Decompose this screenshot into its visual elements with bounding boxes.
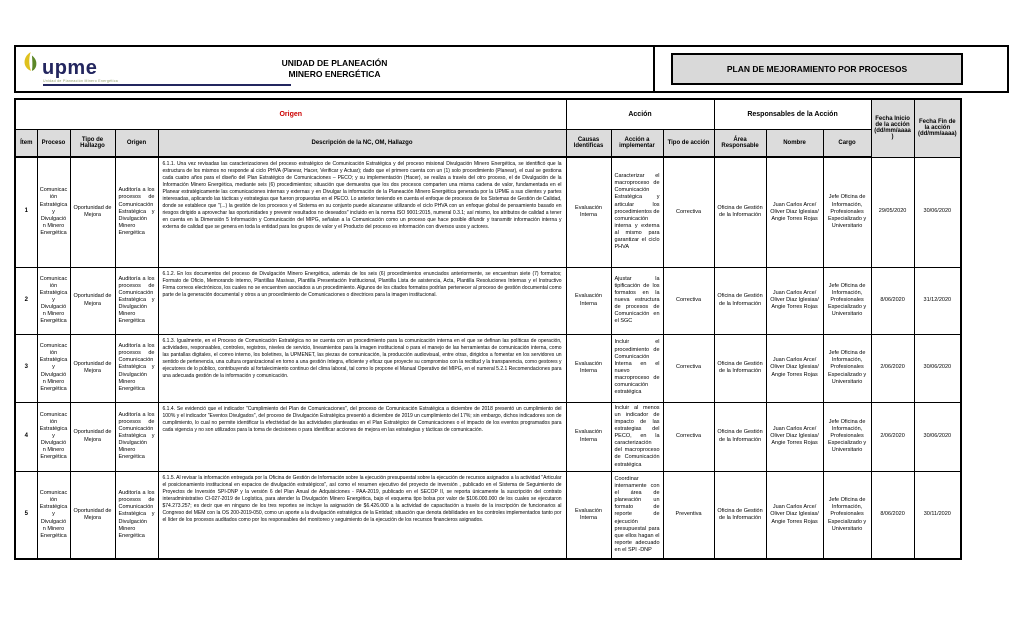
cell-causas: Evaluación Interna	[566, 471, 611, 559]
col-header-causas: Causas Identificas	[566, 129, 611, 157]
cell-fecha-inicio: 29/05/2020	[871, 157, 914, 267]
cell-nombre: Juan Carlos Arce/ Oliver Diaz Iglesias/ Angie Torres Rojas	[766, 402, 823, 471]
header-left-cell	[16, 47, 655, 91]
col-header-descripcion: Descripción de la NC, OM, Hallazgo	[158, 129, 566, 157]
col-header-nombre: Nombre	[766, 129, 823, 157]
cell-accion: Caracterizar el macroproceso de Comunicación Estratégica y articular los procedimientos de comunicación interna y externa al mismo para garantizar el ciclo PHVA	[611, 157, 663, 267]
cell-accion: Ajustar la tipificación de los formatos en la nueva estructura de procesos de Comunicación en el SGC	[611, 267, 663, 334]
cell-fecha-fin: 30/06/2020	[914, 334, 961, 402]
cell-item: 2	[15, 267, 37, 334]
cell-area: Oficina de Gestión de la Información	[714, 334, 766, 402]
table-row	[15, 402, 961, 471]
cell-accion: Coordinar internamente con el área de planeación un formato de reporte de ejecución presupuestal para que ellos hagan el reporte adecuado en el SPI -DNP	[611, 471, 663, 559]
cell-cargo: Jefe Oficina de Información, Profesionales Especializado y Universitario	[823, 402, 871, 471]
col-header-accion: Acción a implementar	[611, 129, 663, 157]
cell-item: 3	[15, 334, 37, 402]
cell-tipo-hallazgo: Oportunidad de Mejora	[70, 402, 115, 471]
col-header-tipo-hallazgo: Tipo de Hallazgo	[70, 129, 115, 157]
cell-tipo-hallazgo: Oportunidad de Mejora	[70, 157, 115, 267]
cell-descripcion: 6.1.5. Al revisar la información entregada por la Oficina de Gestión de Información sobre la ejecución presupuestal sobre la ejecución de recursos asignados a la actividad "Articular el posicionamiento institucional en espacios de divulgación estratégicos", así como el resumen ejecutivo del proyecto de inversión , publicado en el Sistema de Seguimiento de Proyectos de Inversión SPI-DNP y la versión 6 del Plan Anual de Adquisiciones - PAA-2019, publicado en el SECOP II, se reporta únicamente la suscripción del contrato interadministrativo CI-027-2019 de Logística, para atender la Divulgación Minero Energética, bajo el esquema tipo bolsa por valor de $106.000.000 de los cuales se ejecutaron $74.273.257; es decir que en ninguno de los tres reportes se incluye la asignación de $6.426.000 a la actividad de capacitación a través de la inscripción de funcionarios al Congreso del MEM con la OS 200-2019-050, como un aporte a la divulgación estratégica de la Entidad; situación que denota debilidades en los controles implementados tanto por el líder de los procesos auditados como por los responsables del monitoreo y seguimiento de la ejecución de los recursos financieros asignados.	[158, 471, 566, 559]
header-right-cell	[655, 47, 1007, 91]
cell-tipo-accion: Preventiva	[663, 471, 714, 559]
cell-tipo-accion: Correctiva	[663, 334, 714, 402]
col-header-tipo-accion: Tipo de acción	[663, 129, 714, 157]
org-title	[282, 58, 388, 81]
cell-cargo: Jefe Oficina de Información, Profesionales Especializado y Universitario	[823, 334, 871, 402]
table-row	[15, 334, 961, 402]
cell-origen: Auditoría a los procesos de Comunicación Estratégica y Divulgación Minero Energética	[115, 267, 158, 334]
org-title-line2: MINERO ENERGÉTICA	[288, 69, 381, 79]
cell-cargo: Jefe Oficina de Información, Profesionales Especializado y Universitario	[823, 267, 871, 334]
cell-item: 5	[15, 471, 37, 559]
group-header-origen: Origen	[15, 99, 566, 129]
cell-tipo-accion: Correctiva	[663, 267, 714, 334]
cell-fecha-inicio: 2/06/2020	[871, 334, 914, 402]
cell-area: Oficina de Gestión de la Información	[714, 471, 766, 559]
cell-proceso: Comunicación Estratégica y Divulgación Minero Energética	[37, 157, 70, 267]
cell-origen: Auditoría a los procesos de Comunicación Estratégica y Divulgación Minero Energética	[115, 157, 158, 267]
col-header-origen: Origen	[115, 129, 158, 157]
cell-cargo: Jefe Oficina de Información, Profesionales Especializado y Universitario	[823, 157, 871, 267]
cell-causas: Evaluación Interna	[566, 157, 611, 267]
cell-area: Oficina de Gestión de la Información	[714, 157, 766, 267]
col-header-fecha-fin: Fecha Fin de la acción (dd/mm/aaaa)	[914, 99, 961, 157]
cell-origen: Auditoría a los procesos de Comunicación Estratégica y Divulgación Minero Energética	[115, 471, 158, 559]
cell-descripcion: 6.1.1. Una vez revisadas las caracterizaciones del proceso estratégico de Comunicación Estratégica y del proceso misional Divulgación Minero Energética, se identificó que la estructura de los mismos no responde al ciclo PHVA (Planear, Hacer, Verificar y Actuar); dado que el primero cuenta con un (1) solo procedimiento (Planear), el cual se gestiona cada cuatro años para el diseño del Plan Estratégico de Comunicaciones – PECO; y su implementación (Hacer), se realiza a través del otro proceso, el de Divulgación de la Información Minero Energética, mediante seis (6) procedimientos; situación que demuestra que los dos procesos comparten una misma cadena de valor, fundamentada en el Planear estratégicamente las comunicaciones internas y externas y en Divulgar la información de la Planeación Minero Energética generada por la UPME a sus clientes y partes interesadas, aplicando las tácticas y estrategias que fueron propuestas en el PECO. Lo anterior teniendo en cuenta el enfoque de procesos de los Sistemas de Gestión de Calidad, donde se establece que "(...) la gestión de los procesos y el Sistema en su conjunto puede alcanzarse utilizando el ciclo PHVA con un enfoque global de pensamiento basado en riesgos dirigido a aprovechar las oportunidades y prevenir resultados no deseados" incluido en la norma ISO 9001:2015, numeral 0.3.1; así mismo, los atributos de calidad a tener en cuenta en la Dimensión 5 Información y Comunicación del MIPG, señalan a la Comunicación como un proceso que hace posible difundir y transmitir información interna y externa de calidad que se genera en toda la entidad para los grupos de valor y el Producto del proceso es información con diversos usos y actores.	[158, 157, 566, 267]
group-header-row	[15, 99, 961, 129]
cell-origen: Auditoría a los procesos de Comunicación Estratégica y Divulgación Minero Energética	[115, 402, 158, 471]
col-header-proceso: Proceso	[37, 129, 70, 157]
col-header-item: Ítem	[15, 129, 37, 157]
cell-nombre: Juan Carlos Arce/ Oliver Diaz Iglesias/ Angie Torres Rojas	[766, 471, 823, 559]
cell-proceso: Comunicación Estratégica y Divulgación Minero Energética	[37, 334, 70, 402]
col-header-area: Área Responsable	[714, 129, 766, 157]
group-header-responsables: Responsables de la Acción	[714, 99, 871, 129]
cell-proceso: Comunicación Estratégica y Divulgación Minero Energética	[37, 402, 70, 471]
cell-item: 1	[15, 157, 37, 267]
cell-tipo-hallazgo: Oportunidad de Mejora	[70, 334, 115, 402]
cell-nombre: Juan Carlos Arce/ Oliver Diaz Iglesias/ Angie Torres Rojas	[766, 267, 823, 334]
col-header-fecha-inicio: Fecha Inicio de la acción (dd/mm/aaaa)	[871, 99, 914, 157]
document-title: PLAN DE MEJORAMIENTO POR PROCESOS	[671, 53, 963, 85]
table-row	[15, 471, 961, 559]
cell-fecha-fin: 30/06/2020	[914, 402, 961, 471]
cell-nombre: Juan Carlos Arce/ Oliver Diaz Iglesias/ Angie Torres Rojas	[766, 334, 823, 402]
cell-descripcion: 6.1.3. Igualmente, en el Proceso de Comunicación Estratégica no se cuenta con un procedimiento para la comunicación interna en el que se definan las políticas de operación, actividades, responsables, controles, registros, niveles de servicio, lineamientos para la imagen institucional o para el manejo de las herramientas de comunicación interna, como las pantallas digitales, el correo interno, los boletines, la UPMENET, las piezas de comunicación, la producción audiovisual, entre otras, dirigidos a fomentar en los servidores un sentido de pertenencia, una cultura organizacional en torno a una gestión íntegra, eficiente y eficaz que proyecte su compromiso con la rectitud y la transparencia, como gestores y ejecutores de lo público, contribuyendo al fortalecimiento continuo del clima laboral, tal como lo propone el Manual Operativo del MIPG, en el numeral 5.2.1 Recomendaciones para una adecuada gestión de la información y comunicación.	[158, 334, 566, 402]
cell-tipo-hallazgo: Oportunidad de Mejora	[70, 267, 115, 334]
document-header	[14, 45, 1009, 93]
cell-fecha-fin: 30/11/2020	[914, 471, 961, 559]
cell-causas: Evaluación Interna	[566, 267, 611, 334]
cell-origen: Auditoría a los procesos de Comunicación Estratégica y Divulgación Minero Energética	[115, 334, 158, 402]
cell-tipo-hallazgo: Oportunidad de Mejora	[70, 471, 115, 559]
table-row	[15, 157, 961, 267]
cell-fecha-inicio: 2/06/2020	[871, 402, 914, 471]
cell-cargo: Jefe Oficina de Información, Profesionales Especializado y Universitario	[823, 471, 871, 559]
upme-logo	[23, 51, 291, 86]
column-header-row	[15, 129, 961, 157]
cell-descripcion: 6.1.2. En los documentos del proceso de Divulgación Minero Energética, además de los seis (6) procedimientos enunciados anteriormente, se encuentran siete (7) formatos; Formato de Oficio, Memorando interno, Plantillas Masivas, Plantilla Presentación Institucional, Plantilla Lista de asistencia, Acta, Plantilla Resoluciones Internas y el Instructivo Firma correos electrónicos, los cuales no se encuentren asociados a un procedimiento. Algunos de los citados formatos podrían pertenecer al proceso de gestión documental como parte de la generación documental y otros a un procedimiento de Comunicaciones o directrices para la imagen institucional.	[158, 267, 566, 334]
cell-accion: Incluir el procedimiento de Comunicación Interna en el nuevo macroproceso de comunicación estratégica	[611, 334, 663, 402]
cell-item: 4	[15, 402, 37, 471]
cell-fecha-fin: 30/06/2020	[914, 157, 961, 267]
logo-wordmark: upme	[42, 57, 98, 79]
group-header-accion: Acción	[566, 99, 714, 129]
cell-nombre: Juan Carlos Arce/ Oliver Diaz Iglesias/ Angie Torres Rojas	[766, 157, 823, 267]
cell-tipo-accion: Correctiva	[663, 157, 714, 267]
cell-descripcion: 6.1.4. Se evidenció que el indicador "Cumplimiento del Plan de Comunicaciones", del proceso de Comunicación Estratégica a diciembre de 2018 presentó un cumplimiento del 100% y el indicador "Eventos Divulgados", del proceso de Divulgación Estratégica presentó a diciembre de 2019 un cumplimiento del 17%; sin embargo, dichos indicadores son de cumplimiento, lo cual no permite identificar la efectividad de las actividades planteadas en el Plan Estratégico de Comunicaciones o el impacto de los eventos programados para cada vigencia y no son utilizados para la toma de decisiones o para identificar acciones de mejora en las estrategias y tácticas de comunicación.	[158, 402, 566, 471]
cell-tipo-accion: Correctiva	[663, 402, 714, 471]
cell-area: Oficina de Gestión de la Información	[714, 402, 766, 471]
col-header-cargo: Cargo	[823, 129, 871, 157]
cell-causas: Evaluación Interna	[566, 334, 611, 402]
cell-proceso: Comunicación Estratégica y Divulgación Minero Energética	[37, 267, 70, 334]
document	[14, 45, 1009, 560]
upme-leaf-icon	[23, 51, 40, 77]
cell-proceso: Comunicación Estratégica y Divulgación Minero Energética	[37, 471, 70, 559]
org-title-line1: UNIDAD DE PLANEACIÓN	[281, 57, 388, 68]
table-row	[15, 267, 961, 334]
cell-fecha-inicio: 8/06/2020	[871, 471, 914, 559]
cell-fecha-fin: 31/12/2020	[914, 267, 961, 334]
improvement-plan-table	[14, 98, 962, 560]
cell-accion: Incluir al menos un indicador de impacto de las estrategias del PECO, en la caracterización del macroproceso de Comunicación estratégica	[611, 402, 663, 471]
logo-tagline: Unidad de Planeación Minero Energética	[43, 79, 119, 83]
cell-causas: Evaluación Interna	[566, 402, 611, 471]
cell-area: Oficina de Gestión de la Información	[714, 267, 766, 334]
logo-underline	[43, 84, 291, 86]
cell-fecha-inicio: 8/06/2020	[871, 267, 914, 334]
